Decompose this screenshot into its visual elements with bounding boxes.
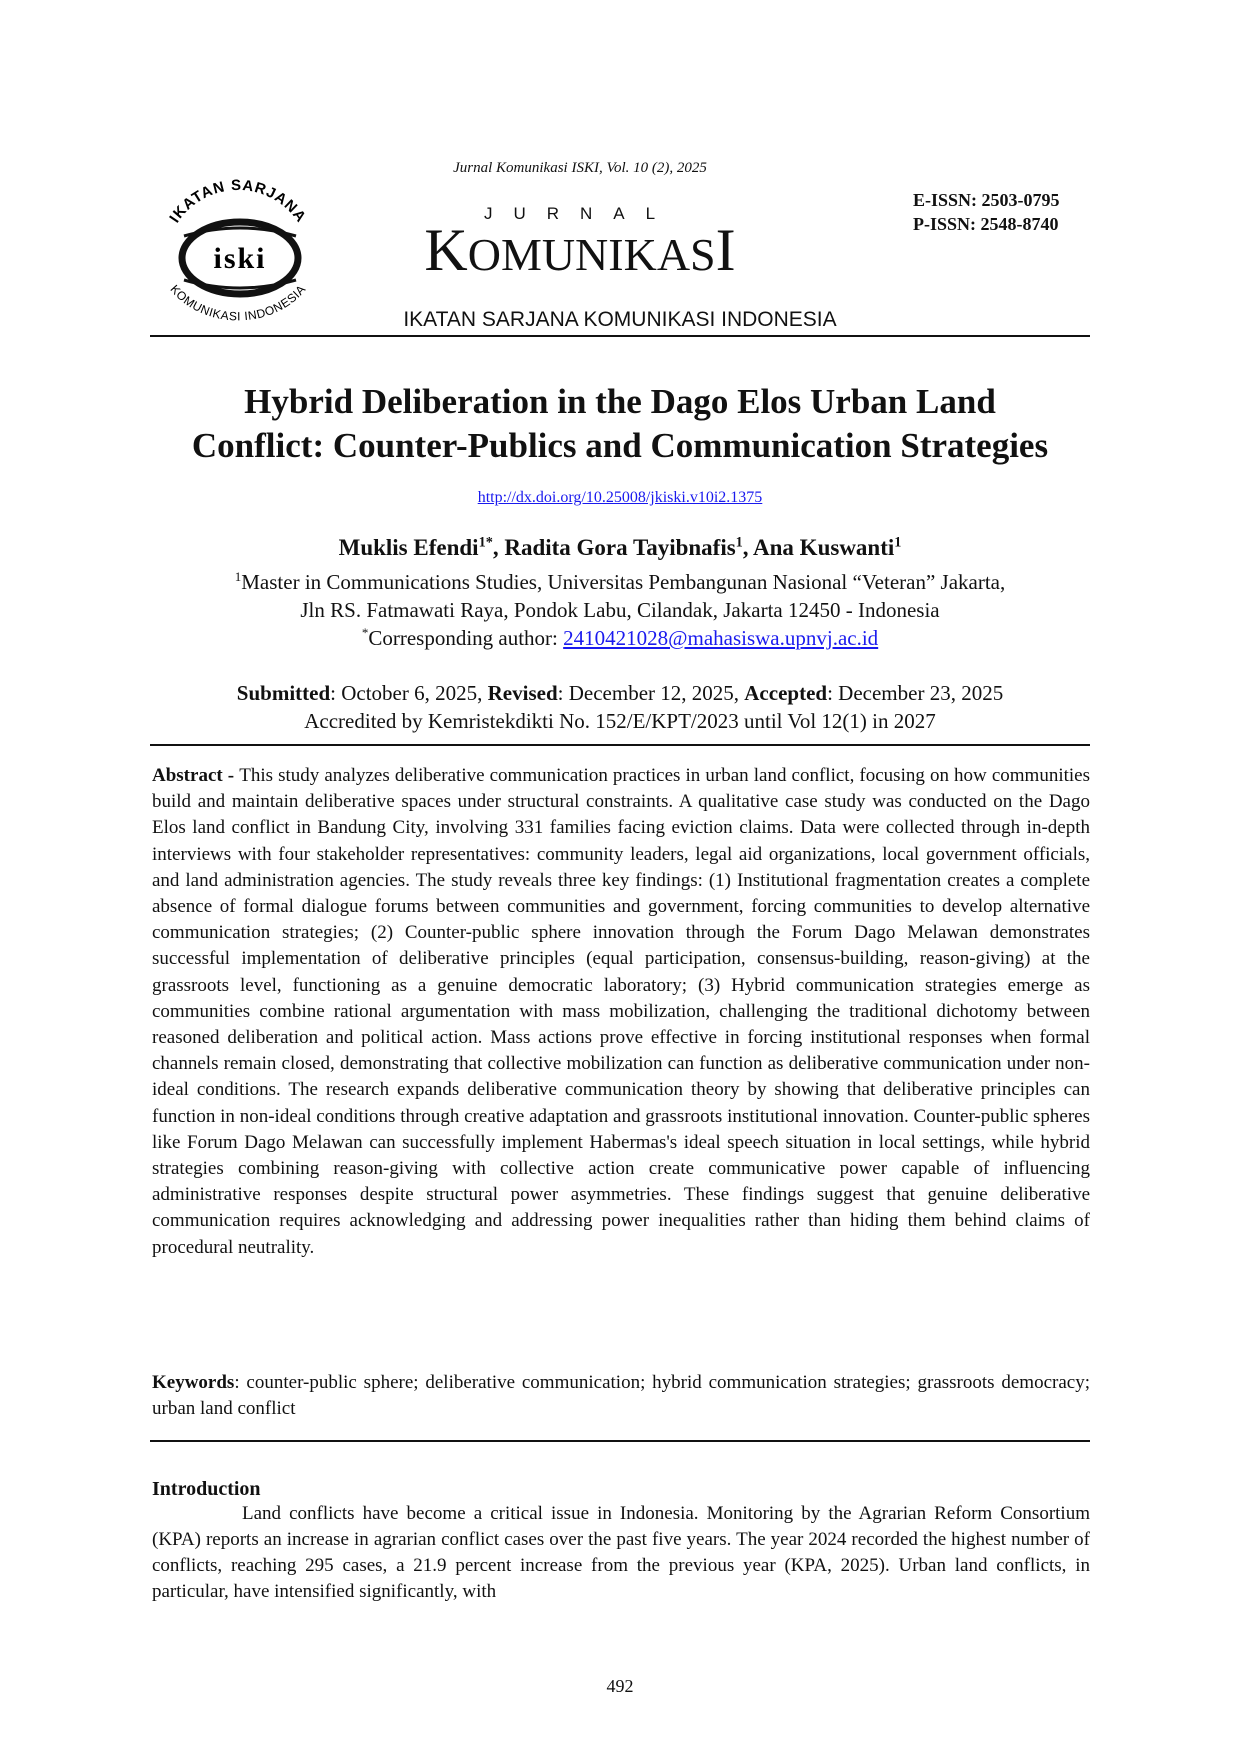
issn-block bbox=[913, 188, 1060, 236]
keywords-divider bbox=[150, 1440, 1090, 1442]
abstract-label: Abstract - bbox=[152, 765, 240, 786]
journal-name-smallcaps: OMUNIKAS bbox=[467, 229, 716, 280]
journal-name-final: I bbox=[715, 217, 736, 283]
abstract-divider bbox=[150, 744, 1090, 746]
logo-bottom-text: KOMUNIKASI INDONESIA bbox=[167, 282, 309, 324]
abstract bbox=[152, 763, 1090, 1261]
accreditation: Accredited by Kemristekdikti No. 152/E/KPT/2023 until Vol 12(1) in 2027 bbox=[304, 709, 936, 733]
header-divider bbox=[150, 335, 1090, 337]
submitted-label: Submitted bbox=[236, 681, 331, 705]
e-issn: E-ISSN: 2503-0795 bbox=[913, 190, 1060, 210]
keywords bbox=[152, 1370, 1090, 1422]
p-issn: P-ISSN: 2548-8740 bbox=[913, 214, 1059, 234]
author-superscript: 1 bbox=[735, 534, 743, 551]
running-head: Jurnal Komunikasi ISKI, Vol. 10 (2), 2025 bbox=[453, 160, 707, 176]
author-list: Muklis Efendi$^{1*}$, Radita Gora Tayibnafis$^1$, Ana Kuswanti$^1$ bbox=[338, 534, 902, 560]
page-number: 492 bbox=[606, 1676, 634, 1696]
corresponding-author bbox=[0, 624, 1240, 652]
logo-top-text: IKATAN SARJANA bbox=[166, 176, 310, 226]
author-name: Muklis Efendi bbox=[338, 535, 479, 560]
author-superscript: 1* bbox=[478, 534, 493, 551]
journal-name-initial: K bbox=[424, 217, 468, 283]
submission-dates bbox=[0, 679, 1240, 707]
affiliation-line-1 bbox=[0, 568, 1240, 596]
submitted-date: : October 6, 2025, bbox=[330, 681, 488, 705]
abstract-text: This study analyzes deliberative communication practices in urban land conflict, focusing on how communities build and maintain deliberative spaces under structural constraints. A qualitative case study was conducted on the Dago Elos land conflict in Bandung City, involving 331 families facing eviction claims. Data were collected through in-depth interviews with four stakeholder representatives: community leaders, legal aid organizations, local government officials, and land administration agencies. The study reveals three key findings: (1) Institutional fragmentation creates a complete absence of formal dialogue forums between communities and government, forcing communities to develop alternative communication strategies; (2) Counter-public sphere innovation through the Forum Dago Melawan demonstrates successful implementation of deliberative principles (equal participation, consensus-building, reason-giving) at the grassroots level, functioning as a genuine democratic laboratory; (3) Hybrid communication strategies emerge as communities combine rational argumentation with mass mobilization, challenging the traditional dichotomy between reasoned deliberation and political action. Mass actions prove effective in forcing institutional responses when formal channels remain closed, demonstrating that collective mobilization can function as deliberative communication under non-ideal conditions. The research expands deliberative communication theory by showing that deliberative principles can function in non-ideal conditions through creative adaptation and grassroots institutional innovation. Counter-public spheres like Forum Dago Melawan can successfully implement Habermas's ideal speech situation in local settings, while hybrid strategies combining reason-giving with collective action create communicative power capable of influencing administrative responses despite structural power asymmetries. These findings suggest that genuine deliberative communication requires acknowledging and addressing power inequalities rather than hiding them behind claims of procedural neutrality. bbox=[152, 765, 1090, 1258]
keywords-text: : counter-public sphere; deliberative communication; hybrid communication strategies; grassroots democracy; urban land conflict bbox=[152, 1372, 1090, 1419]
article-title bbox=[120, 380, 1120, 468]
keywords-label: Keywords bbox=[152, 1372, 235, 1393]
author-name: Radita Gora Tayibnafis bbox=[504, 535, 736, 560]
revised-label: Revised bbox=[487, 681, 558, 705]
accepted-label: Accepted bbox=[744, 681, 828, 705]
corresponding-superscript: * bbox=[361, 625, 369, 640]
title-line-1: Hybrid Deliberation in the Dago Elos Urban Land bbox=[244, 382, 996, 421]
society-name: IKATAN SARJANA KOMUNIKASI INDONESIA bbox=[403, 308, 837, 331]
introduction-heading: Introduction bbox=[152, 1478, 261, 1500]
author-name: Ana Kuswanti bbox=[753, 535, 895, 560]
introduction-paragraph: Land conflicts have become a critical issue in Indonesia. Monitoring by the Agrarian Reform Consortium (KPA) reports an increase in agrarian conflict cases over the past five years. The year 2024 recorded the highest number of conflicts, reaching 295 cases, a 21.9 percent increase from the previous year (KPA, 2025). Urban land conflicts, in particular, have intensified significantly, with bbox=[152, 1503, 1090, 1602]
accepted-date: : December 23, 2025 bbox=[827, 681, 1004, 705]
logo-center-text: iski bbox=[213, 242, 267, 275]
doi-link[interactable]: http://dx.doi.org/10.25008/jkiski.v10i2.1375 bbox=[477, 489, 763, 506]
affiliation-text: Master in Communications Studies, Universitas Pembangunan Nasional “Veteran” Jakarta, bbox=[241, 570, 1006, 594]
author-superscript: 1 bbox=[894, 534, 902, 551]
corresponding-label: Corresponding author: bbox=[368, 626, 564, 650]
dates-block bbox=[0, 679, 1240, 735]
revised-date: : December 12, 2025, bbox=[557, 681, 745, 705]
title-line-2: Conflict: Counter-Publics and Communication Strategies bbox=[191, 426, 1049, 465]
affiliation-superscript: 1 bbox=[234, 569, 242, 584]
affiliation-block bbox=[0, 568, 1240, 652]
jurnal-wordmark: JURNAL bbox=[483, 204, 677, 223]
affiliation-line-2: Jln RS. Fatmawati Raya, Pondok Labu, Cilandak, Jakarta 12450 - Indonesia bbox=[300, 598, 940, 622]
corresponding-email-link[interactable]: 2410421028@mahasiswa.upnvj.ac.id bbox=[563, 626, 879, 650]
